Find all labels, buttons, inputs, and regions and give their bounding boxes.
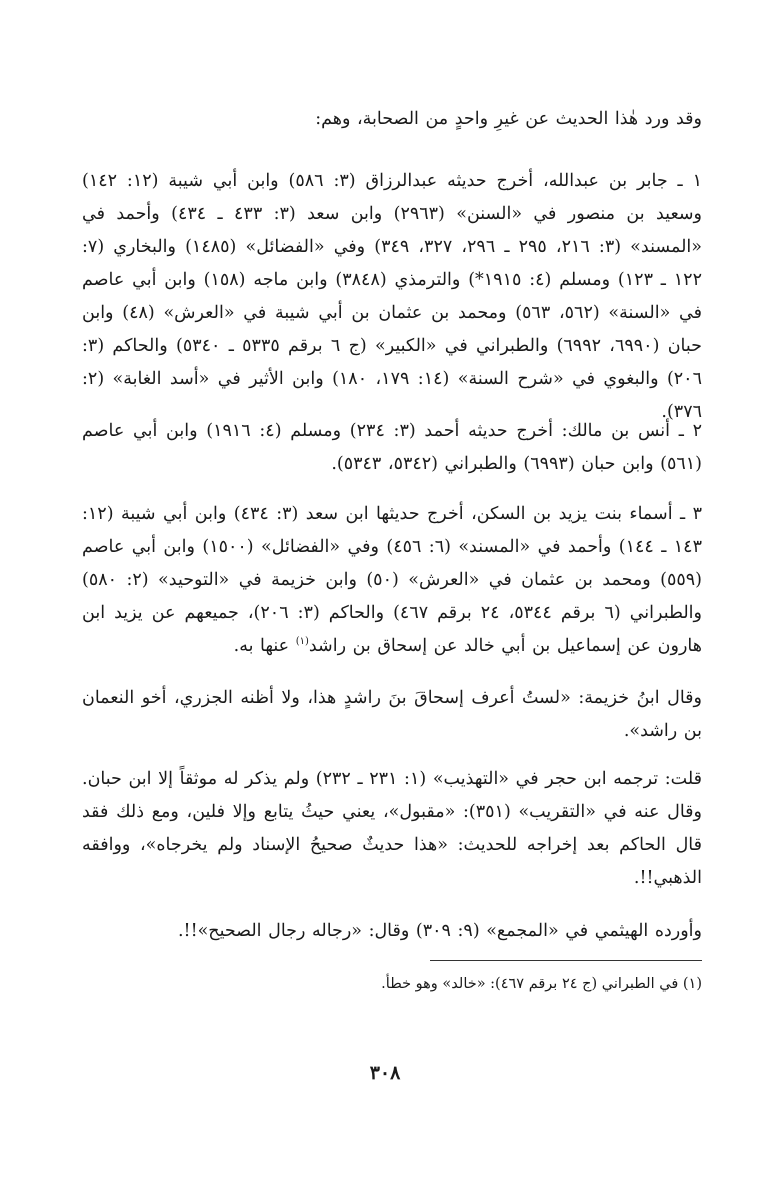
- narrator-item-asma: [82, 498, 702, 663]
- footnote-text: (١) في الطبراني (ج ٢٤ برقم ٤٦٧): «خالد» وهو خطأ.: [381, 976, 702, 992]
- narrator-item-anas: ٢ ـ أنس بن مالك: أخرج حديثه أحمد (٣: ٢٣٤) ومسلم (٤: ١٩١٦) وابن أبي عاصم (٥٦١) وابن حبان (٦٩٩٣) والطبراني (٥٣٤٢، ٥٣٤٣).: [82, 421, 702, 474]
- item3-main-text: ٣ ـ أسماء بنت يزيد بن السكن، أخرج حديثها ابن سعد (٣: ٤٣٤) وابن أبي شيبة (١٢: ١٤٣ ـ ١٤٤) وأحمد في «المسند» (٦: ٤٥٦) وفي «الفضائل» (١٥٠٠) وابن أبي عاصم (٥٥٩) ومحمد بن عثمان في «العرش» (٥٠) وابن خزيمة في «التوحيد» (٢: ٥٨٠) والطبراني (٦ برقم ٥٣٤٤، ٢٤ برقم ٤٦٧) والحاكم (٣: ٢٠٦)، جميعهم عن يزيد ابن هارون عن إسماعيل بن أبي خالد عن إسحاق بن راشد: [82, 504, 702, 656]
- item3-tail-text: عنها به.: [233, 636, 296, 656]
- footnote-reference[interactable]: (١): [295, 636, 309, 648]
- intro-paragraph: وقد ورد هٰذا الحديث عن غيرِ واحدٍ من الصحابة، وهم:: [315, 109, 702, 129]
- narrator-item-jabir: ١ ـ جابر بن عبدالله، أخرج حديثه عبدالرزاق (٣: ٥٨٦) وابن أبي شيبة (١٢: ١٤٢) وسعيد بن منصور في «السنن» (٢٩٦٣) وابن سعد (٣: ٤٣٣ ـ ٤٣٤) وأحمد في «المسند» (٣: ٢١٦، ٢٩٥ ـ ٢٩٦، ٣٢٧، ٣٤٩) وفي «الفضائل» (١٤٨٥) والبخاري (٧: ١٢٢ ـ ١٢٣) ومسلم (٤: ١٩١٥*) والترمذي (٣٨٤٨) وابن ماجه (١٥٨) وابن أبي عاصم في «السنة» (٥٦٢، ٥٦٣) ومحمد بن عثمان بن أبي شيبة في «العرش» (٤٨) وابن حبان (٦٩٩٠، ٦٩٩٢) والطبراني في «الكبير» (ج ٦ برقم ٥٣٣٥ ـ ٥٣٤٠) والحاكم (٣: ٢٠٦) والبغوي في «شرح السنة» (١٤: ١٧٩، ١٨٠) وابن الأثير في «أسد الغابة» (٢: ٣٧٦).: [82, 171, 703, 422]
- ibn-khuzaymah-quote: وقال ابنُ خزيمة: «لستُ أعرف إسحاقَ بنَ راشدٍ هذا، ولا أظنه الجزري، أخو النعمان بن راشد».: [82, 688, 702, 741]
- page-number: ٣٠٨: [369, 1062, 401, 1084]
- footnote-divider: [430, 960, 702, 961]
- author-note-paragraph: قلت: ترجمه ابن حجر في «التهذيب» (١: ٢٣١ ـ ٢٣٢) ولم يذكر له موثقاً إلا ابن حبان. وقال عنه في «التقريب» (٣٥١): «مقبول»، يعني حيثُ يتابع وإلا فلين، ومع ذلك فقد قال الحاكم بعد إخراجه للحديث: «هذا حديثٌ صحيحُ الإسناد ولم يخرجاه»، ووافقه الذهبي!!.: [82, 769, 702, 888]
- haythami-note-paragraph: وأورده الهيثمي في «المجمع» (٩: ٣٠٩) وقال: «رجاله رجال الصحيح»!!.: [177, 921, 702, 941]
